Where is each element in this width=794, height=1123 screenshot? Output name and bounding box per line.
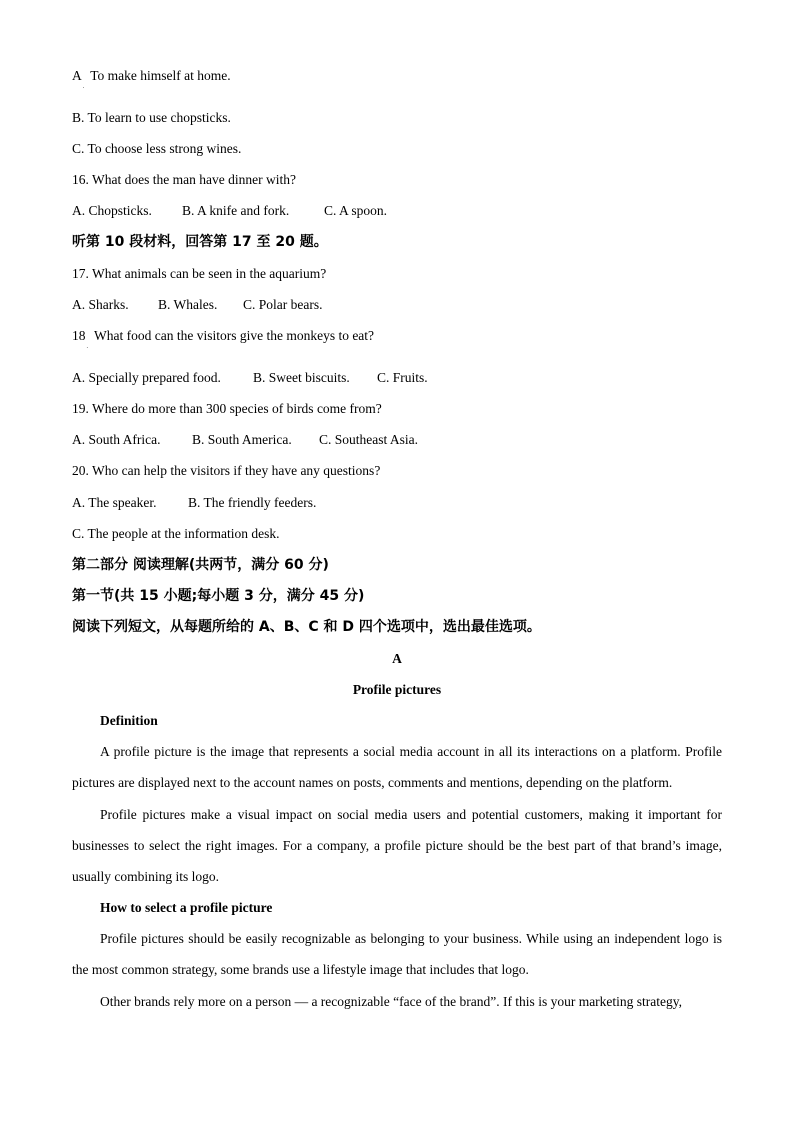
q16-question: 16. What does the man have dinner with? [72, 172, 296, 187]
q18-options [72, 369, 428, 387]
q19-option-a: A. South Africa. [72, 432, 161, 447]
q19-question: 19. Where do more than 300 species of birds come from? [72, 401, 382, 416]
paragraph-2: Profile pictures make a visual impact on social media users and potential customers, making it important for businesses to select the right images. For a company, a profile picture should be the best part of that brand’s image, usually combining its logo. [72, 807, 722, 884]
q15-option-a [72, 67, 231, 88]
q15-option-a-dot: . [82, 84, 85, 90]
q20-options [72, 494, 316, 512]
q15-option-c: C. To choose less strong wines. [72, 141, 242, 156]
paragraph-1: A profile picture is the image that represents a social media account in all its interactions on a platform. Profile pictures are displayed next to the account names on posts, comments and mentions, depending on the platform. [72, 744, 722, 790]
q18-option-b: B. Sweet biscuits. [253, 370, 350, 385]
q19-options [72, 431, 418, 449]
q17-options [72, 296, 322, 314]
passage-title: Profile pictures [352, 682, 442, 697]
q17-option-c: C. Polar bears. [243, 297, 323, 312]
q19-option-c: C. Southeast Asia. [319, 432, 419, 447]
part-2-heading: 第二部分 阅读理解(共两节，满分 60 分) [72, 557, 329, 573]
reading-instruction: 阅读下列短文，从每题所给的 A、B、C 和 D 四个选项中，选出最佳选项。 [72, 619, 541, 635]
select-picture-heading: How to select a profile picture [100, 900, 273, 915]
q16-options [72, 202, 387, 220]
q18-text: What food can the visitors give the monkeys to eat? [94, 328, 375, 343]
q17-option-a: A. Sharks. [72, 297, 129, 312]
q15-option-a-text: To make himself at home. [90, 68, 231, 83]
q16-option-b: B. A knife and fork. [182, 203, 290, 218]
q18-option-c: C. Fruits. [377, 370, 428, 385]
definition-heading: Definition [100, 713, 158, 728]
q17-option-b: B. Whales. [158, 297, 218, 312]
q19-option-b: B. South America. [192, 432, 292, 447]
q16-option-a: A. Chopsticks. [72, 203, 152, 218]
q15-option-b: B. To learn to use chopsticks. [72, 110, 231, 125]
q20-question: 20. Who can help the visitors if they have any questions? [72, 463, 381, 478]
q16-option-c: C. A spoon. [324, 203, 388, 218]
paragraph-4: Other brands rely more on a person — a recognizable “face of the brand”. If this is your marketing strategy, [100, 994, 683, 1009]
q18-question [72, 327, 374, 348]
q18-dot: . [86, 344, 88, 350]
q20-option-b: B. The friendly feeders. [188, 495, 317, 510]
q20-option-a: A. The speaker. [72, 495, 157, 510]
passage-letter: A [392, 651, 402, 666]
q18-number: 18 [72, 328, 86, 343]
section-10-heading: 听第 10 段材料，回答第 17 至 20 题。 [72, 234, 328, 250]
q18-option-a: A. Specially prepared food. [72, 370, 221, 385]
paragraph-3: Profile pictures should be easily recognizable as belonging to your business. While using an independent logo is the most common strategy, some brands use a lifestyle image that includes that logo. [72, 931, 722, 977]
q20-option-c: C. The people at the information desk. [72, 526, 280, 541]
q15-option-a-letter: A [72, 68, 82, 83]
q17-question: 17. What animals can be seen in the aquarium? [72, 266, 327, 281]
section-1-heading: 第一节(共 15 小题;每小题 3 分，满分 45 分) [72, 588, 365, 604]
